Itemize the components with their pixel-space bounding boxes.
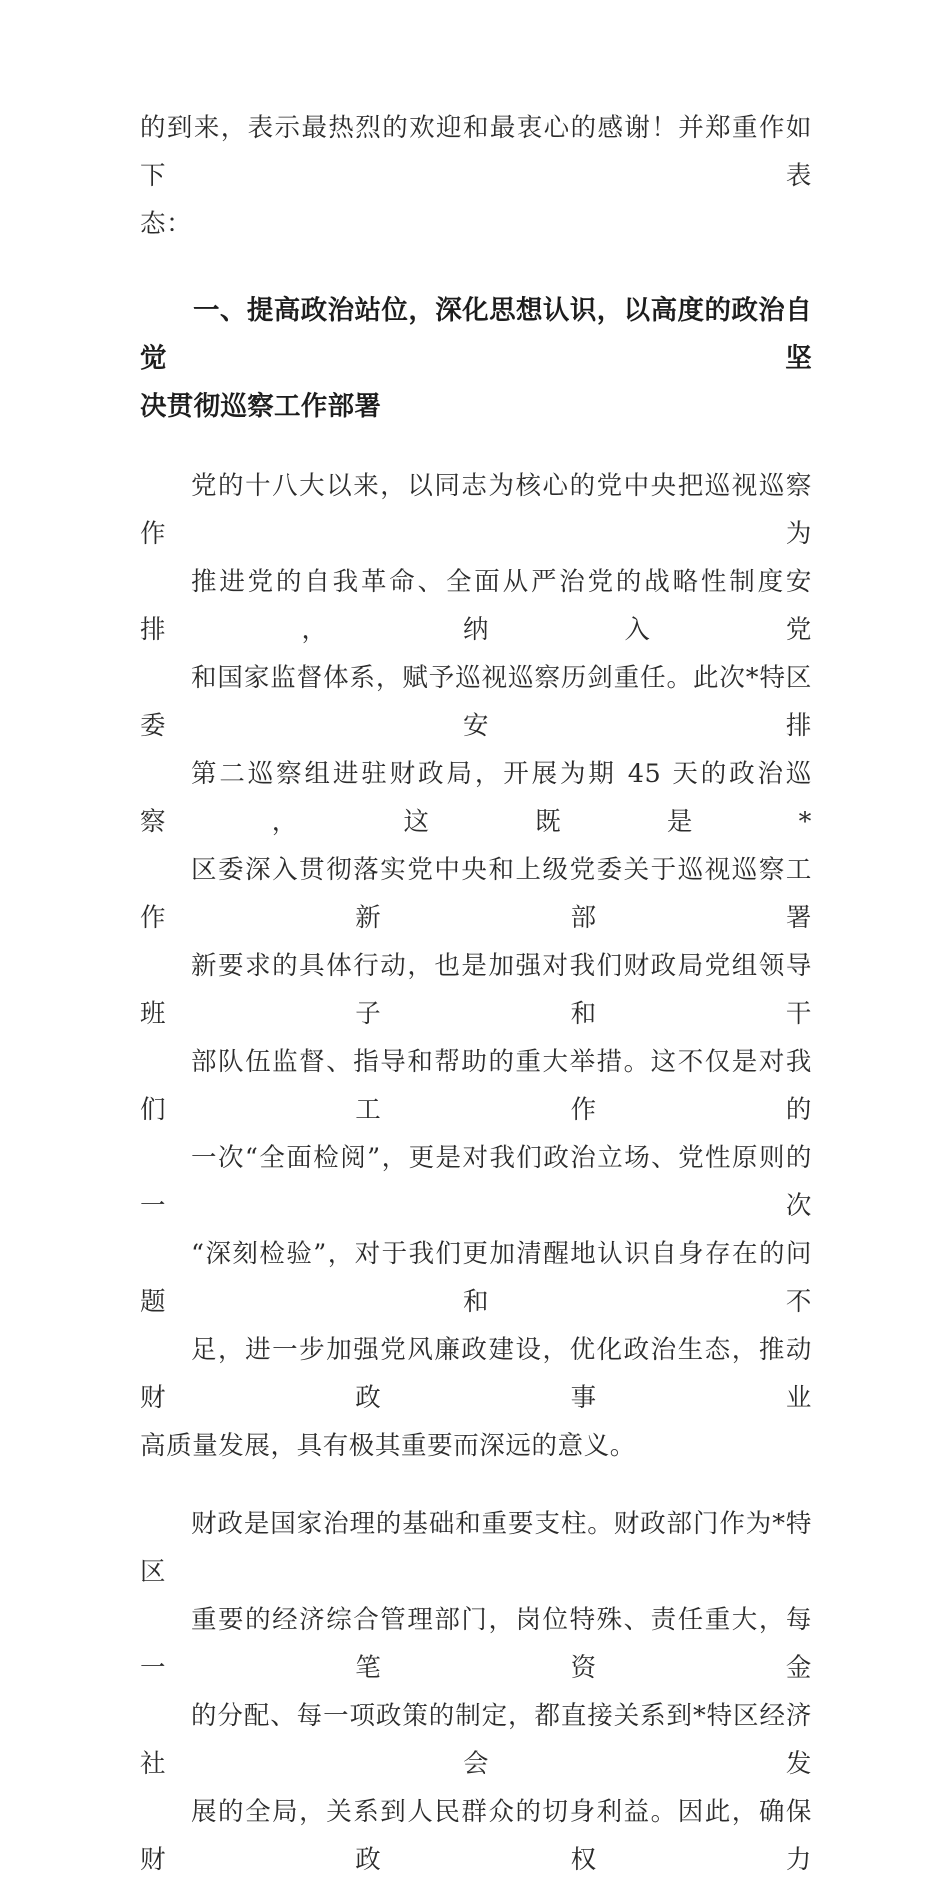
section-heading-line-2: 决贯彻巡察工作部署 bbox=[140, 391, 382, 421]
body-paragraph-one-line-7: 部队伍监督、指导和帮助的重大举措。这不仅是对我们工作的 bbox=[140, 1047, 812, 1125]
intro-paragraph bbox=[140, 104, 812, 248]
body-paragraph-two-line-4: 展的全局，关系到人民群众的切身利益。因此，确保财政权力 bbox=[140, 1797, 812, 1875]
body-paragraph-one-line-4: 第二巡察组进驻财政局，开展为期 45 天的政治巡察，这既是* bbox=[140, 759, 812, 837]
body-paragraph-one-line-10: 足，进一步加强党风廉政建设，优化政治生态，推动财政事业 bbox=[140, 1335, 812, 1413]
document-text-column bbox=[140, 104, 812, 1884]
body-paragraph-one-line-1: 党的十八大以来，以同志为核心的党中央把巡视巡察作为 bbox=[140, 471, 812, 549]
body-paragraph-one-line-3: 和国家监督体系，赋予巡视巡察历剑重任。此次*特区委安排 bbox=[140, 663, 812, 741]
body-paragraph-one-line-2: 推进党的自我革命、全面从严治党的战略性制度安排，纳入党 bbox=[140, 567, 812, 645]
body-paragraph-two-line-2: 重要的经济综合管理部门，岗位特殊、责任重大，每一笔资金 bbox=[140, 1605, 812, 1683]
section-heading-one bbox=[140, 286, 812, 430]
body-paragraph-two-line-3: 的分配、每一项政策的制定，都直接关系到*特区经济社会发 bbox=[140, 1701, 812, 1779]
body-paragraph-two bbox=[140, 1500, 812, 1884]
spacer-after-intro bbox=[140, 248, 812, 286]
intro-paragraph-line-2: 态： bbox=[140, 209, 193, 239]
body-paragraph-one bbox=[140, 462, 812, 1470]
spacer-after-heading bbox=[140, 430, 812, 462]
body-paragraph-two-line-1: 财政是国家治理的基础和重要支柱。财政部门作为*特区 bbox=[140, 1509, 812, 1587]
section-heading-line-1: 一、提高政治站位，深化思想认识，以高度的政治自觉坚 bbox=[140, 295, 812, 373]
body-paragraph-one-line-11: 高质量发展，具有极其重要而深远的意义。 bbox=[140, 1431, 636, 1461]
body-paragraph-one-line-8: 一次“全面检阅”，更是对我们政治立场、党性原则的一次 bbox=[140, 1143, 812, 1221]
body-paragraph-one-line-6: 新要求的具体行动，也是加强对我们财政局党组领导班子和干 bbox=[140, 951, 812, 1029]
intro-paragraph-line-1: 的到来，表示最热烈的欢迎和最衷心的感谢！并郑重作如下表 bbox=[140, 113, 812, 191]
spacer-between-paragraphs bbox=[140, 1470, 812, 1500]
body-paragraph-one-line-9: “深刻检验”，对于我们更加清醒地认识自身存在的问题和不 bbox=[140, 1239, 812, 1317]
body-paragraph-one-line-5: 区委深入贯彻落实党中央和上级党委关于巡视巡察工作新部署 bbox=[140, 855, 812, 933]
